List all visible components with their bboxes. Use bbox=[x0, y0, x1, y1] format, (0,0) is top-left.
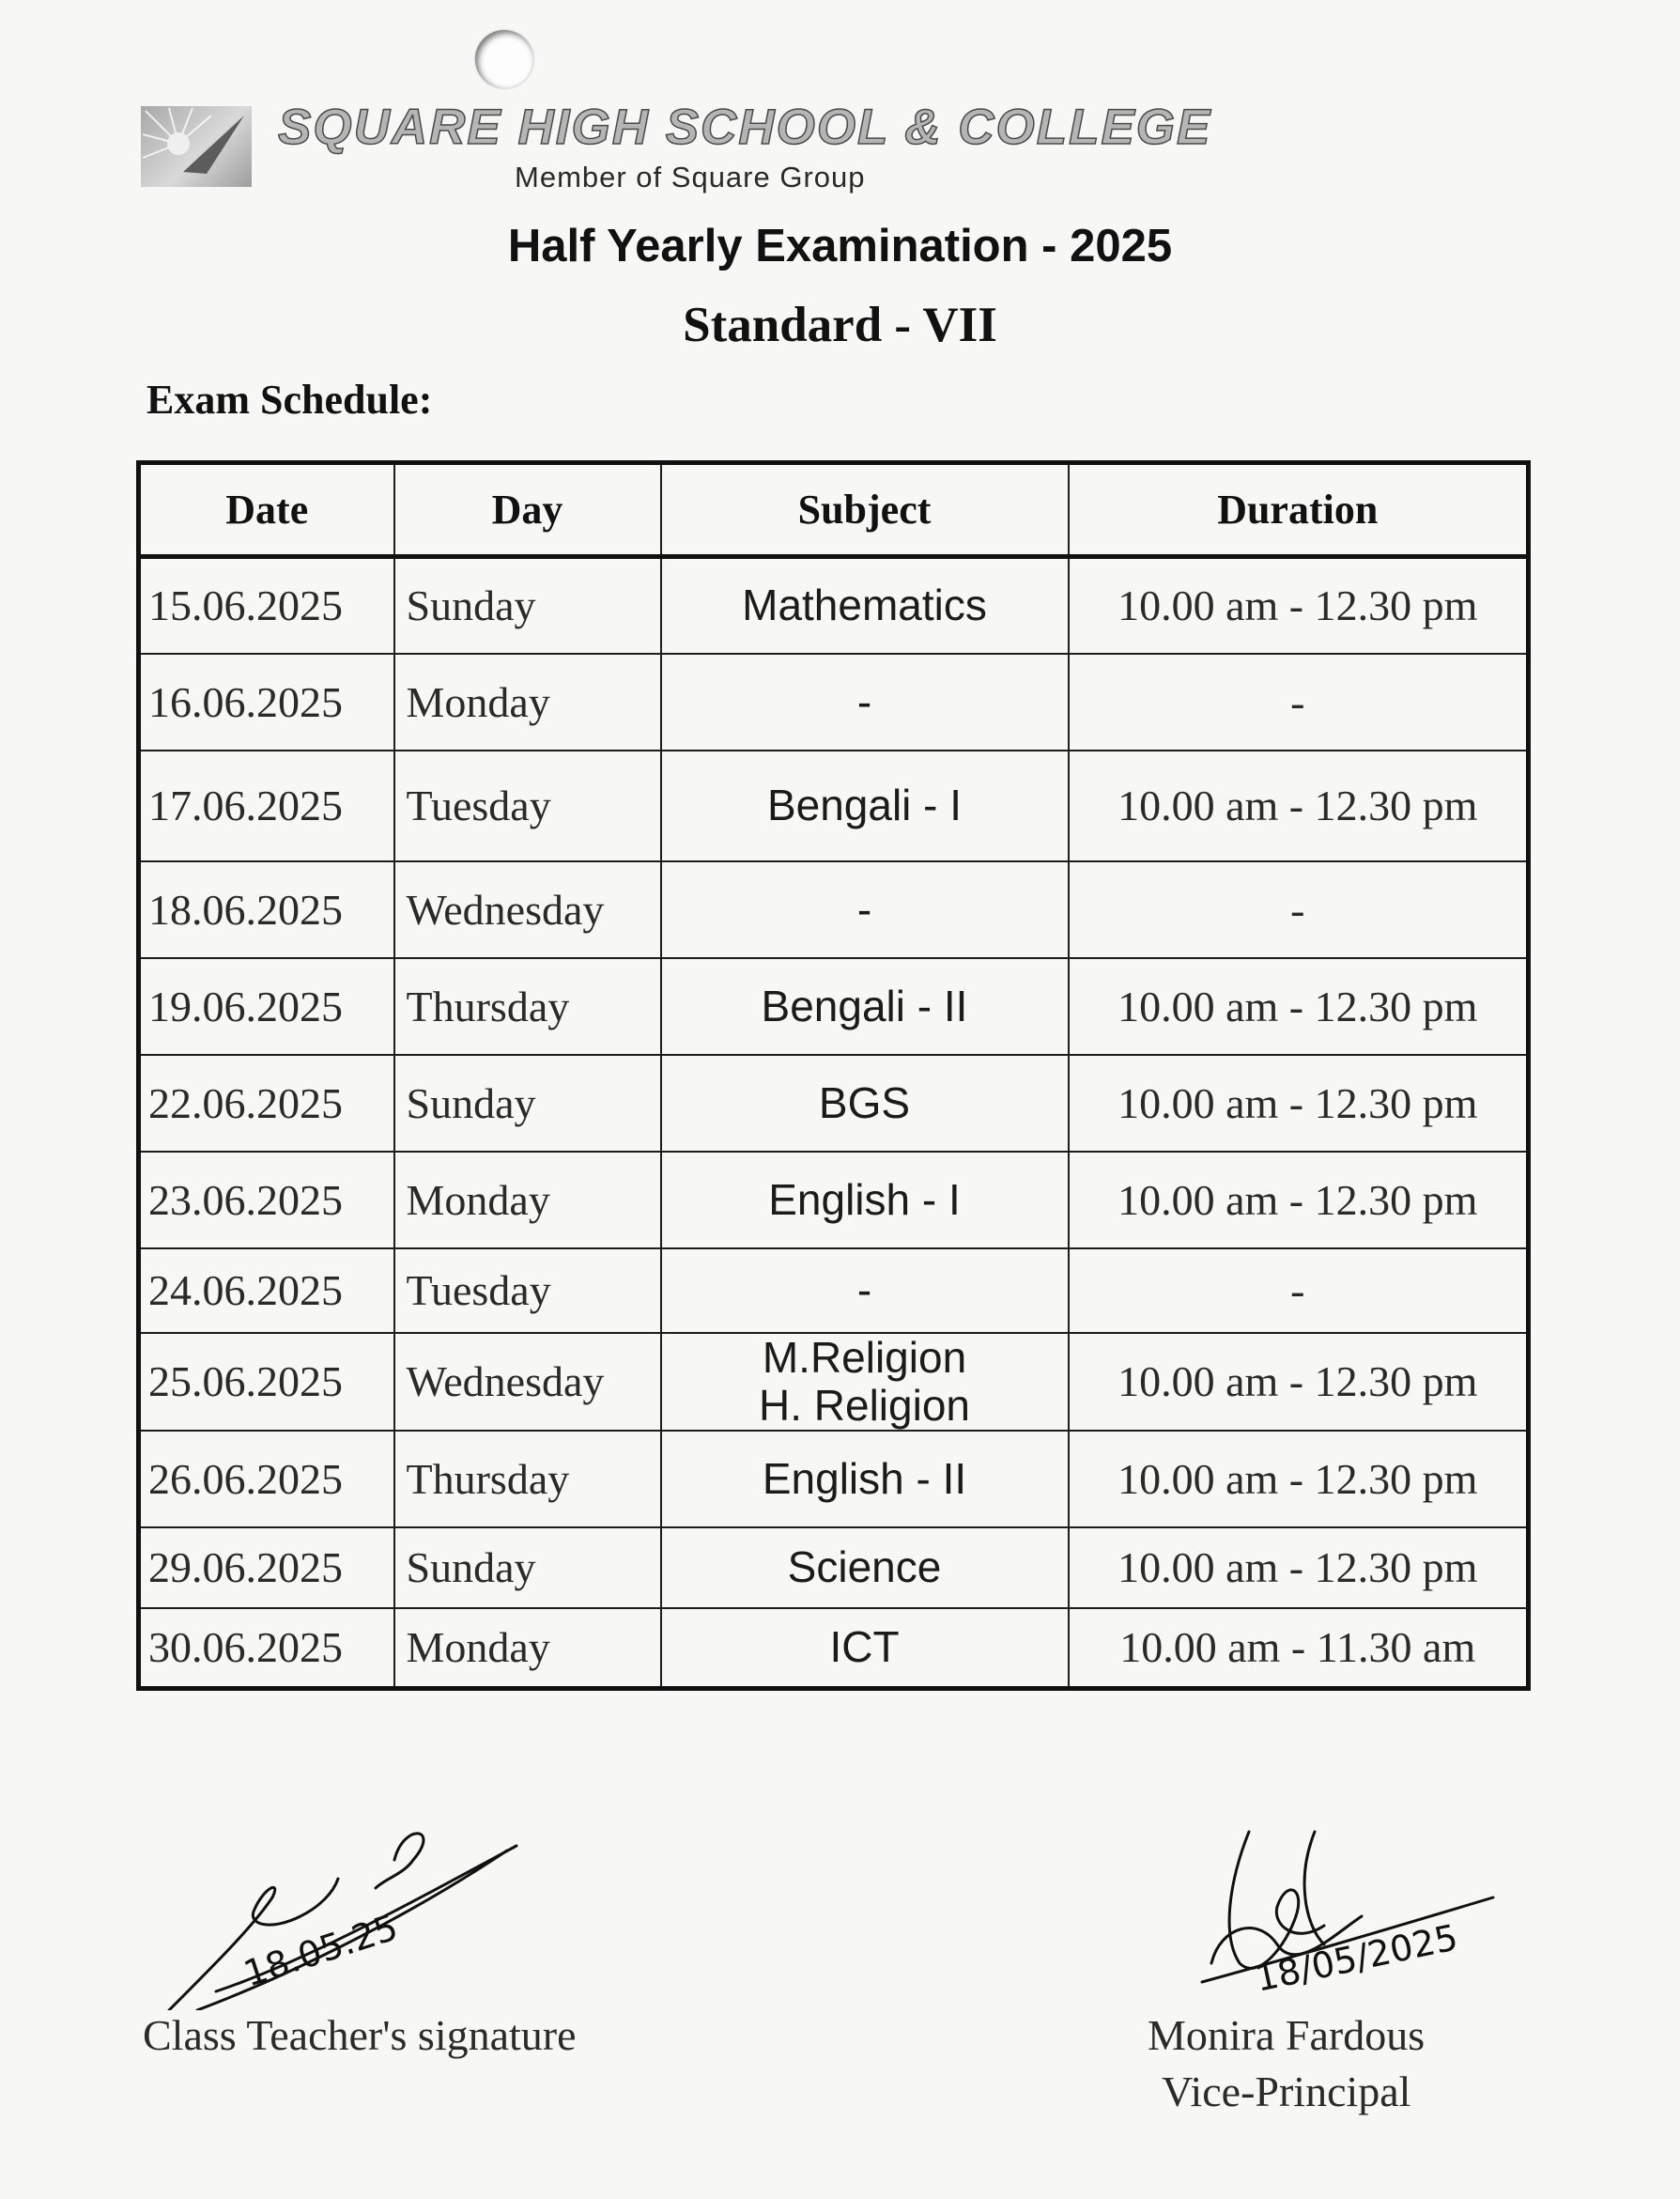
vice-principal-sign-date: 18/05/2025 bbox=[1251, 1916, 1462, 2000]
cell-duration: 10.00 am - 11.30 am bbox=[1069, 1608, 1529, 1689]
cell-day: Thursday bbox=[394, 958, 661, 1055]
cell-subject: BGS bbox=[661, 1055, 1069, 1152]
table-row bbox=[139, 1608, 1529, 1689]
table-row bbox=[139, 1333, 1529, 1431]
cell-subject: English - I bbox=[661, 1152, 1069, 1248]
cell-duration: 10.00 am - 12.30 pm bbox=[1069, 1527, 1529, 1608]
cell-day: Monday bbox=[394, 654, 661, 751]
cell-subject: Mathematics bbox=[661, 557, 1069, 654]
table-row bbox=[139, 1248, 1529, 1333]
cell-duration: 10.00 am - 12.30 pm bbox=[1069, 1333, 1529, 1431]
cell-subject: English - II bbox=[661, 1431, 1069, 1527]
cell-date: 26.06.2025 bbox=[139, 1431, 394, 1527]
header-date: Date bbox=[139, 463, 394, 557]
cell-subject: Bengali - I bbox=[661, 751, 1069, 861]
cell-date: 23.06.2025 bbox=[139, 1152, 394, 1248]
cell-duration: 10.00 am - 12.30 pm bbox=[1069, 1431, 1529, 1527]
cell-day: Tuesday bbox=[394, 751, 661, 861]
cell-subject: - bbox=[661, 654, 1069, 751]
table-row bbox=[139, 1431, 1529, 1527]
vice-principal-title: Vice-Principal bbox=[1162, 2067, 1411, 2115]
cell-subject: ICT bbox=[661, 1608, 1069, 1689]
table-row bbox=[139, 751, 1529, 861]
table-header-row bbox=[139, 463, 1529, 557]
cell-day: Tuesday bbox=[394, 1248, 661, 1333]
cell-subject-line-1: M.Religion bbox=[762, 1332, 967, 1382]
cell-date: 17.06.2025 bbox=[139, 751, 394, 861]
cell-subject-line-2: H. Religion bbox=[759, 1380, 970, 1430]
school-member-line: Member of Square Group bbox=[515, 161, 866, 194]
table-row bbox=[139, 1152, 1529, 1248]
table-row bbox=[139, 557, 1529, 654]
cell-duration: - bbox=[1069, 654, 1529, 751]
header-day: Day bbox=[394, 463, 661, 557]
cell-duration: 10.00 am - 12.30 pm bbox=[1069, 557, 1529, 654]
vice-principal-signature-scribble bbox=[1193, 1822, 1503, 2010]
standard-title: Standard - VII bbox=[683, 298, 997, 352]
exam-schedule-table bbox=[136, 460, 1531, 1691]
header-subject: Subject bbox=[661, 463, 1069, 557]
cell-date: 25.06.2025 bbox=[139, 1333, 394, 1431]
cell-day: Sunday bbox=[394, 1055, 661, 1152]
cell-date: 15.06.2025 bbox=[139, 557, 394, 654]
cell-date: 16.06.2025 bbox=[139, 654, 394, 751]
cell-date: 29.06.2025 bbox=[139, 1527, 394, 1608]
class-teacher-signature-scribble bbox=[160, 1822, 535, 2010]
class-teacher-sign-date: 18.05.25 bbox=[239, 1906, 403, 1995]
cell-date: 22.06.2025 bbox=[139, 1055, 394, 1152]
table-row bbox=[139, 1055, 1529, 1152]
cell-duration: 10.00 am - 12.30 pm bbox=[1069, 751, 1529, 861]
exam-title: Half Yearly Examination - 2025 bbox=[507, 221, 1173, 271]
school-header bbox=[141, 99, 1362, 193]
school-name: SQUARE HIGH SCHOOL & COLLEGE bbox=[278, 100, 1212, 155]
cell-duration: 10.00 am - 12.30 pm bbox=[1069, 1152, 1529, 1248]
cell-duration: - bbox=[1069, 861, 1529, 958]
cell-day: Sunday bbox=[394, 1527, 661, 1608]
table-row bbox=[139, 1527, 1529, 1608]
cell-date: 18.06.2025 bbox=[139, 861, 394, 958]
cell-date: 19.06.2025 bbox=[139, 958, 394, 1055]
header-duration: Duration bbox=[1069, 463, 1529, 557]
cell-subject: - bbox=[661, 1248, 1069, 1333]
cell-date: 24.06.2025 bbox=[139, 1248, 394, 1333]
vice-principal-name: Monira Fardous bbox=[1148, 2011, 1426, 2059]
cell-duration: 10.00 am - 12.30 pm bbox=[1069, 1055, 1529, 1152]
schedule-label: Exam Schedule: bbox=[146, 377, 433, 423]
table-row bbox=[139, 654, 1529, 751]
cell-day: Thursday bbox=[394, 1431, 661, 1527]
school-logo bbox=[141, 106, 252, 187]
cell-day: Wednesday bbox=[394, 1333, 661, 1431]
cell-subject: Bengali - II bbox=[661, 958, 1069, 1055]
cell-day: Monday bbox=[394, 1152, 661, 1248]
cell-subject bbox=[661, 1333, 1069, 1431]
cell-duration: 10.00 am - 12.30 pm bbox=[1069, 958, 1529, 1055]
cell-day: Monday bbox=[394, 1608, 661, 1689]
cell-day: Sunday bbox=[394, 557, 661, 654]
class-teacher-signature-label: Class Teacher's signature bbox=[143, 2011, 577, 2059]
table-row bbox=[139, 861, 1529, 958]
cell-subject: - bbox=[661, 861, 1069, 958]
punch-hole bbox=[475, 30, 533, 88]
cell-day: Wednesday bbox=[394, 861, 661, 958]
cell-subject: Science bbox=[661, 1527, 1069, 1608]
table-row bbox=[139, 958, 1529, 1055]
cell-duration: - bbox=[1069, 1248, 1529, 1333]
cell-date: 30.06.2025 bbox=[139, 1608, 394, 1689]
